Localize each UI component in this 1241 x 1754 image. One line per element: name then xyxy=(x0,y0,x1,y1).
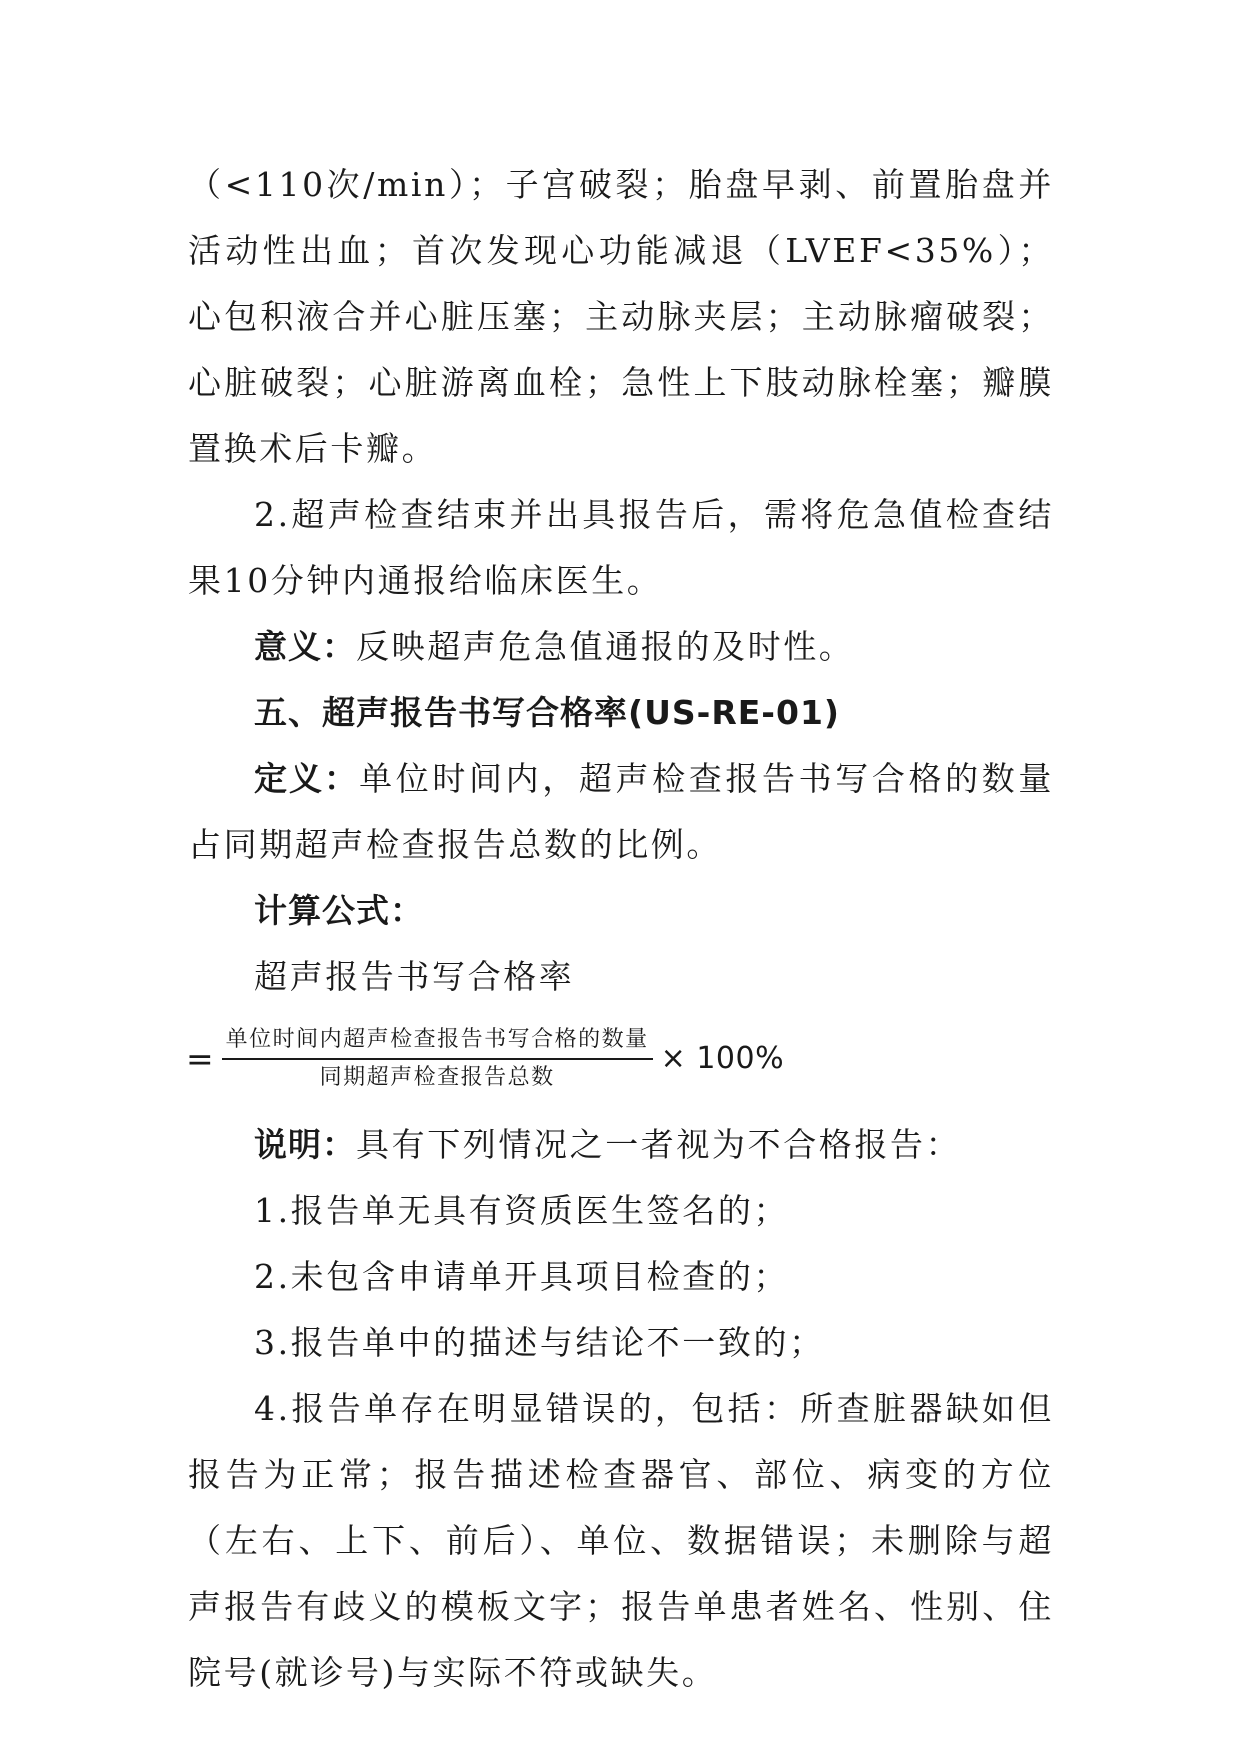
definition-label: 定义： xyxy=(254,759,360,798)
formula-denominator: 同期超声检查报告总数 xyxy=(319,1065,555,1090)
list-item: 1.报告单无具有资质医生签名的； xyxy=(254,1191,790,1230)
formula-equals: = xyxy=(186,1039,214,1078)
document-page xyxy=(188,152,1054,1706)
paragraph-notification-rule: 2.超声检查结束并出具报告后，需将危急值检查结果10分钟内通报给临床医生。 xyxy=(188,495,1054,600)
significance-paragraph xyxy=(188,614,1054,680)
significance-text: 反映超声危急值通报的及时性。 xyxy=(356,627,855,666)
significance-label: 意义： xyxy=(254,627,356,666)
section-heading: 五、超声报告书写合格率(US-RE-01) xyxy=(254,693,840,732)
formula-label: 计算公式： xyxy=(254,891,424,930)
formula xyxy=(188,1018,1054,1100)
list-item: 2.未包含申请单开具项目检查的； xyxy=(254,1257,790,1296)
definition-paragraph xyxy=(188,746,1054,878)
explanation-label: 说明： xyxy=(254,1125,356,1164)
formula-fraction xyxy=(222,1025,653,1093)
paragraph-critical-values-list: （<110次/min）；子宫破裂；胎盘早剥、前置胎盘并活动性出血；首次发现心功能减退（LVEF<35%）；心包积液合并心脏压塞；主动脉夹层；主动脉瘤破裂；心脏破裂；心脏游离血栓；急性上下肢动脉栓塞；瓣膜置换术后卡瓣。 xyxy=(188,165,1054,468)
formula-name: 超声报告书写合格率 xyxy=(254,957,575,996)
definition-text: 单位时间内，超声检查报告书写合格的数量占同期超声检查报告总数的比例。 xyxy=(188,759,1055,864)
formula-multiplier: × 100% xyxy=(660,1041,785,1076)
list-item: 3.报告单中的描述与结论不一致的； xyxy=(254,1323,825,1362)
list-item: 4.报告单存在明显错误的，包括：所查脏器缺如但报告为正常；报告描述检查器官、部位、病变的方位（左右、上下、前后）、单位、数据错误；未删除与超声报告有歧义的模板文字；报告单患者姓名、性别、住院号(就诊号)与实际不符或缺失。 xyxy=(188,1389,1054,1692)
explanation-paragraph xyxy=(188,1112,1054,1178)
formula-numerator: 单位时间内超声检查报告书写合格的数量 xyxy=(222,1025,653,1060)
explanation-text: 具有下列情况之一者视为不合格报告： xyxy=(356,1125,962,1164)
